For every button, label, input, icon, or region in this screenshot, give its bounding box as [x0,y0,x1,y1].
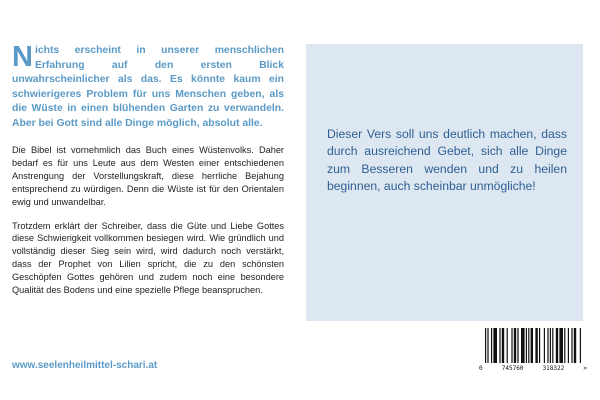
website-url: www.seelenheilmittel-schari.at [12,360,158,371]
barcode-bar [531,328,533,363]
quote-box [306,44,583,321]
barcode-bar [574,328,576,363]
barcode-bar [493,328,497,363]
barcode-bar [485,328,486,363]
barcode-bar [491,328,492,363]
intro-text: ichts erscheint in unserer menschlichen Erfahrung auf den ersten Blick unwahrscheinlicher als das. Es könnte kaum ein schwierigeres Problem für uns Menschen geben, als die Wüste in einen blühenden Garten zu verwandeln. Aber bei Gott sind alle Dinge möglich, absolut alle. [12,45,284,129]
barcode-digit-group-2: 745760 [501,365,524,372]
barcode-bar [528,328,529,363]
barcode-bar [544,328,545,363]
barcode-bar [507,328,508,363]
body-paragraph-2: Trotzdem erklärt der Schreiber, dass die Güte und Liebe Gottes diese Schwierigkeit vollkommen besiegen wird. Wie gründlich und vollständig dieser Sieg sein wird, wird dadurch noch verstärkt, dass der Prophet von Lilien spricht, die zu den schönsten Geschöpfen Gottes gehören und zudem noch eine besondere Qualität des Bodens und eine spezielle Pflege beanspruchen. [12,220,284,296]
barcode-digit-group-3: 318322 [542,365,565,372]
barcode-bars [479,326,587,366]
barcode-bar [547,328,548,363]
barcode-bar [499,328,500,363]
barcode-bar [517,328,518,363]
barcode-bar [556,328,558,363]
drop-cap: N [12,41,33,73]
barcode-bar [514,328,516,363]
barcode-bar [559,328,563,363]
barcode-digits [479,365,587,372]
barcode [479,326,587,374]
barcode-bar [487,328,488,363]
barcode-bar [526,328,527,363]
barcode-bar [539,328,540,363]
barcode-bar [550,328,551,363]
barcode-bar [571,328,572,363]
quote-text: Dieser Vers soll uns deutlich machen, dass durch ausreichend Gebet, sich alle Dinge zum Besseren wenden und zu heilen beginnen, auch scheinbar unmögliche! [327,127,567,194]
barcode-bar [568,328,569,363]
body-paragraph-1: Die Bibel ist vornehmlich das Buch eines Wüstenvolks. Daher bedarf es für uns Leute aus dem Westen einer entschiedenen Anstrengung der Vorstellungskraft, diese herrliche Bejahung entsprechend zu würdigen. Denn die Wüste ist für den Orientalen ewig und unwandelbar. [12,145,284,207]
left-text-column [12,41,284,308]
barcode-bar [552,328,553,363]
barcode-bar [580,328,581,363]
barcode-bar [521,328,525,363]
barcode-bar [564,328,565,363]
barcode-bar [535,328,537,363]
barcode-digit-group-4: > [583,365,587,372]
barcode-bar [511,328,512,363]
barcode-digit-group-1: 0 [479,365,483,372]
barcode-bar [502,328,504,363]
intro-paragraph [12,41,284,131]
